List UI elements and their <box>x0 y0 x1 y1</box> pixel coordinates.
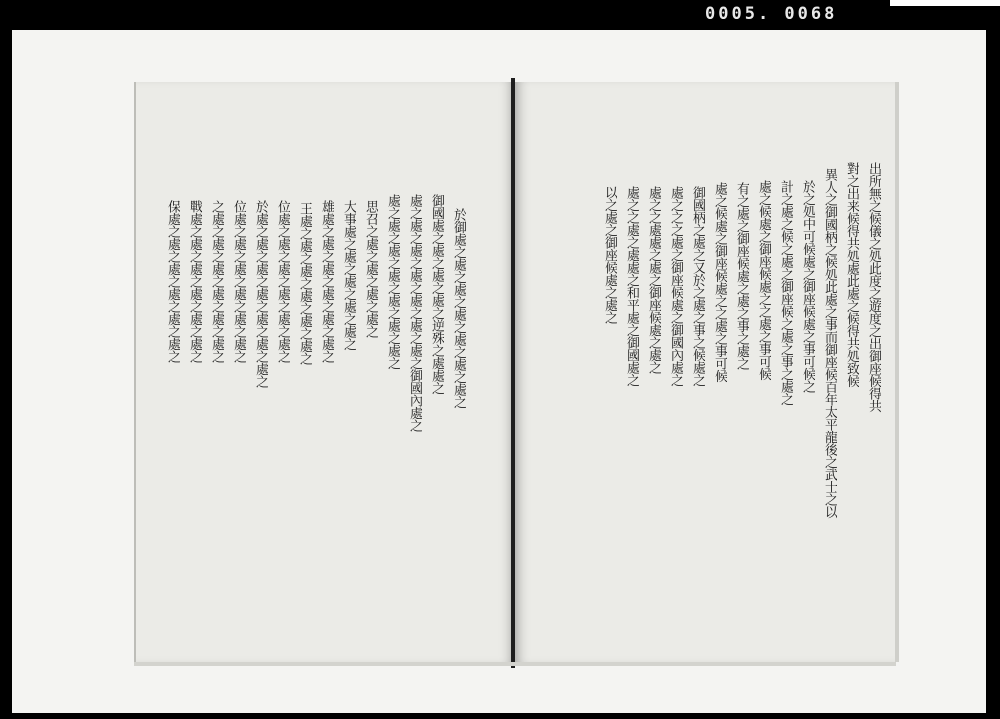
left-column-11: 位處之處之處之處之處之處之 <box>231 200 246 363</box>
film-tab-mark <box>890 0 1000 6</box>
right-column-3: 異人之御國柄之候処此處之事而御座候百年太平龍後之武士之以 <box>822 168 837 518</box>
right-column-8: 處之候處之御座候處之之處之事可候 <box>712 182 727 382</box>
left-column-3: 處之處之處之處之處之處之處之御國內處之 <box>407 194 422 432</box>
open-book <box>130 78 902 668</box>
right-column-1: 出所無之候儀之処此度之遊度之出御座候得共 <box>866 162 881 412</box>
left-column-8: 王處之處之處之處之處之處之 <box>297 202 312 365</box>
right-column-5: 計之處之候之處之御座候之處之事之處之 <box>778 180 793 405</box>
right-column-10: 處之之之處之御座候處之御國內處之 <box>668 186 683 386</box>
left-column-5: 思召之處之處之處之處之 <box>363 200 378 338</box>
book-bottom-edge <box>134 662 896 666</box>
left-column-13: 戰處之處之處之處之處之處之 <box>187 200 202 363</box>
left-column-6: 大事處之處之處之處之處之 <box>341 200 356 350</box>
right-column-4: 於之処中可候處之御座候處之事可候之 <box>800 180 815 393</box>
left-column-2: 御國處之處之處之處之逆殊之處處之 <box>429 194 444 394</box>
frame-number: 0005. 0068 <box>705 4 838 24</box>
right-column-2: 對之出来候得共処處此處之候得共処致候 <box>844 162 859 387</box>
left-column-7: 雄處之處之處之處之處之處之 <box>319 200 334 363</box>
right-column-7: 有之處之御座候處之處之事之處之 <box>734 182 749 370</box>
right-page <box>515 82 899 662</box>
right-column-6: 處之候處之御座候處之之處之事可候 <box>756 180 771 380</box>
left-column-4: 處之處之處之處之處之處之處之 <box>385 194 400 369</box>
right-column-13: 以之處之御座候處之處之 <box>602 186 617 324</box>
right-column-11: 處之之處處之處之御座候處之處之 <box>646 186 661 374</box>
left-page <box>134 82 514 662</box>
left-column-10: 於處之處之處之處之處之處之處之 <box>253 200 268 388</box>
left-column-14: 保處之處之處之處之處之處之 <box>165 200 180 363</box>
left-column-9: 位處之處之處之處之處之處之 <box>275 200 290 363</box>
right-column-12: 處之之處之處處之和平處之御國處之 <box>624 186 639 386</box>
left-column-12: 之處之處之處之處之處之處之 <box>209 200 224 363</box>
right-column-9: 御國柄之處之又於之處之事之候處之 <box>690 186 705 386</box>
left-column-1: 於御處之處之處之處之處之處之處之 <box>451 208 466 408</box>
